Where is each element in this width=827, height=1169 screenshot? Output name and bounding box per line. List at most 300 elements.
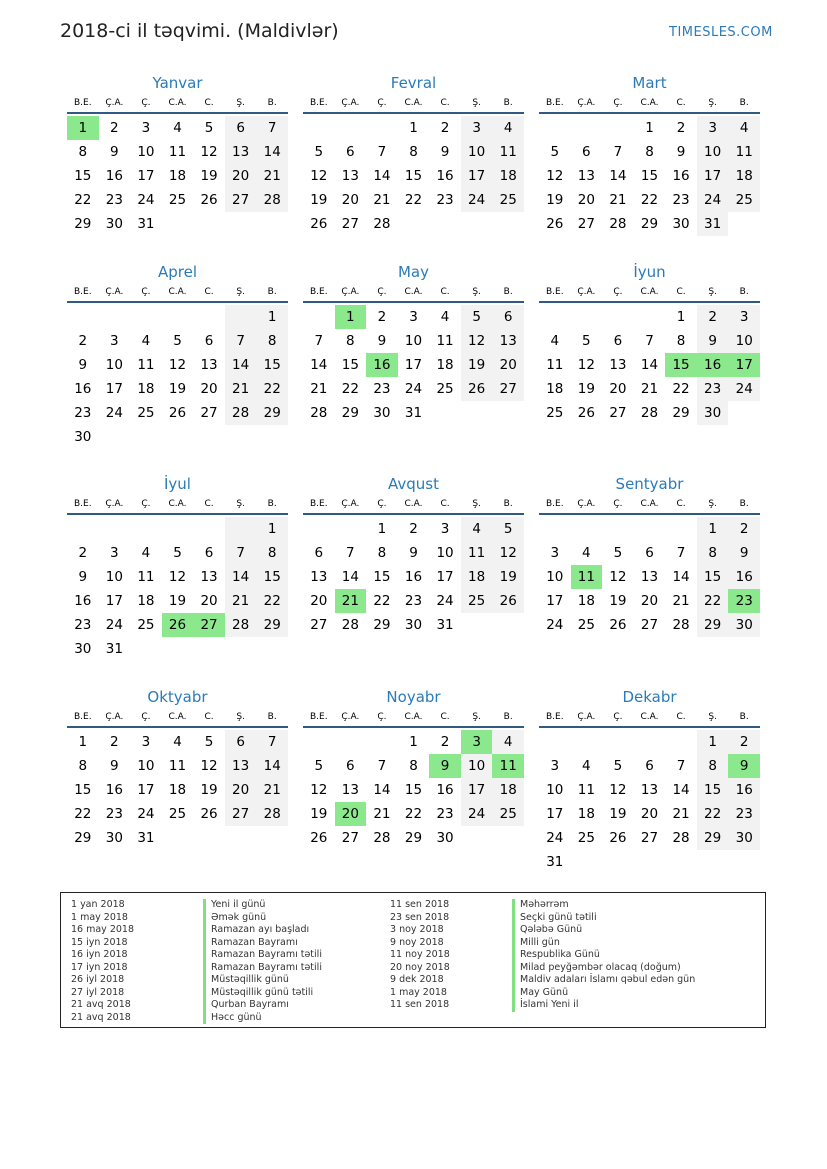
month-name: İyun (633, 263, 666, 281)
empty-cell (130, 517, 162, 541)
day-cell: 4 (492, 730, 524, 754)
day-cell: 4 (440, 309, 450, 325)
day-cell: 16 (105, 782, 123, 798)
day-cell: 19 (577, 381, 595, 397)
day-cell: 9 (377, 333, 387, 349)
day-cell: 11 (137, 569, 155, 585)
empty-cell (99, 305, 131, 329)
day-cell: 15 (404, 168, 423, 184)
day-cell: 1 (409, 120, 418, 136)
brand-link[interactable]: TIMESLES.COM (669, 25, 773, 40)
day-cell: 15 (640, 168, 659, 184)
day-cell: 30 (74, 641, 92, 657)
weekday-label: C.A. (168, 499, 187, 509)
legend-date: 1 yan 2018 (71, 899, 125, 910)
day-cell: 25 (546, 405, 564, 421)
day-cell: 25 (461, 589, 493, 613)
legend-holiday-name: Qurban Bayramı (203, 999, 322, 1012)
weekday-label: B. (739, 287, 749, 297)
weekday-label: Ş. (708, 287, 717, 297)
day-cell: 29 (697, 613, 729, 637)
day-cell: 8 (645, 144, 654, 160)
day-cell: 29 (404, 830, 423, 846)
legend-holiday-name: Əmək günü (203, 912, 322, 925)
empty-cell (602, 517, 634, 541)
day-cell: 18 (492, 778, 524, 802)
empty-cell (366, 116, 398, 140)
day-cell: 27 (200, 405, 218, 421)
day-cell: 14 (341, 569, 359, 585)
day-cell: 6 (225, 116, 257, 140)
day-cell: 28 (341, 617, 359, 633)
day-cell: 6 (582, 144, 591, 160)
holiday-day-cell: 20 (335, 802, 367, 826)
weekday-label: Ç. (613, 499, 623, 509)
legend-holiday-name: Yeni il günü (203, 899, 322, 912)
month-name: Fevral (390, 74, 437, 92)
weekday-label: Ç. (377, 98, 387, 108)
day-cell: 13 (341, 168, 359, 184)
empty-cell (539, 116, 571, 140)
day-cell: 6 (314, 545, 324, 561)
day-cell: 9 (78, 569, 88, 585)
legend-holiday-name: Respublika Günü (512, 949, 695, 962)
day-cell: 26 (609, 830, 627, 846)
day-cell: 21 (225, 377, 257, 401)
empty-cell (303, 305, 335, 329)
empty-cell (162, 305, 194, 329)
day-cell: 14 (672, 782, 690, 798)
day-cell: 2 (440, 734, 450, 750)
day-cell: 6 (613, 333, 623, 349)
day-cell: 21 (672, 806, 690, 822)
day-cell: 13 (200, 569, 218, 585)
weekday-label: C.A. (168, 98, 187, 108)
day-cell: 17 (461, 778, 493, 802)
day-cell: 10 (137, 144, 155, 160)
weekday-label: Ç.A. (577, 712, 596, 722)
day-cell: 31 (105, 641, 123, 657)
legend-date: 27 iyl 2018 (71, 986, 125, 998)
day-cell: 1 (377, 521, 387, 537)
weekday-label: C.A. (640, 98, 659, 108)
day-cell: 18 (436, 357, 454, 373)
day-cell: 26 (609, 617, 627, 633)
day-cell: 24 (461, 802, 493, 826)
day-cell: 10 (728, 329, 760, 353)
day-cell: 19 (168, 381, 187, 397)
day-cell: 12 (310, 168, 328, 184)
day-cell: 26 (200, 806, 218, 822)
empty-cell (634, 517, 666, 541)
day-cell: 23 (728, 802, 760, 826)
day-cell: 13 (200, 357, 218, 373)
day-cell: 20 (310, 593, 328, 609)
day-cell: 27 (341, 830, 359, 846)
weekday-label: B. (503, 499, 513, 509)
weekday-label: Ş. (472, 712, 481, 722)
day-cell: 20 (200, 593, 218, 609)
day-cell: 15 (256, 565, 288, 589)
day-cell: 12 (609, 782, 627, 798)
day-cell: 11 (436, 333, 454, 349)
weekday-label: Ş. (472, 98, 481, 108)
weekday-label: Ş. (236, 287, 245, 297)
day-cell: 24 (461, 188, 493, 212)
day-cell: 17 (546, 593, 564, 609)
day-cell: 26 (310, 216, 328, 232)
day-cell: 15 (697, 778, 729, 802)
day-cell: 29 (672, 405, 690, 421)
day-cell: 15 (373, 569, 391, 585)
legend-holiday-name: Məhərrəm (512, 899, 695, 912)
empty-cell (539, 305, 571, 329)
day-cell: 23 (74, 405, 92, 421)
legend-date: 9 noy 2018 (390, 936, 444, 948)
day-cell: 30 (672, 216, 690, 232)
day-cell: 20 (609, 381, 627, 397)
day-cell: 26 (310, 830, 328, 846)
empty-cell (303, 517, 335, 541)
weekday-label: C.A. (168, 712, 187, 722)
day-cell: 11 (137, 357, 155, 373)
month-calendar (67, 686, 288, 850)
day-cell: 15 (404, 782, 423, 798)
empty-cell (602, 730, 634, 754)
day-cell: 3 (141, 120, 151, 136)
legend-date: 11 sen 2018 (390, 899, 450, 910)
day-cell: 18 (728, 164, 760, 188)
legend-dates-right (390, 899, 450, 1012)
day-cell: 18 (492, 164, 524, 188)
day-cell: 18 (168, 168, 187, 184)
day-cell: 25 (577, 830, 595, 846)
day-cell: 31 (697, 212, 729, 236)
day-cell: 21 (256, 164, 288, 188)
day-cell: 22 (74, 192, 92, 208)
holiday-day-cell: 9 (728, 754, 760, 778)
day-cell: 10 (137, 758, 155, 774)
legend-dates-left (71, 899, 134, 1024)
day-cell: 12 (546, 168, 564, 184)
weekday-label: Ş. (708, 712, 717, 722)
day-cell: 2 (110, 120, 119, 136)
day-cell: 12 (200, 758, 218, 774)
weekday-label: Ş. (472, 287, 481, 297)
day-cell: 23 (672, 192, 690, 208)
day-cell: 20 (225, 778, 257, 802)
legend-holiday-name: Ramazan ayı başladı (203, 924, 322, 937)
day-cell: 29 (341, 405, 359, 421)
holiday-day-cell: 27 (193, 613, 225, 637)
day-cell: 8 (697, 754, 729, 778)
day-cell: 23 (373, 381, 391, 397)
legend-date: 15 iyn 2018 (71, 936, 128, 948)
day-cell: 7 (377, 144, 387, 160)
empty-cell (67, 517, 99, 541)
day-cell: 3 (110, 333, 119, 349)
day-cell: 24 (105, 405, 123, 421)
day-cell: 13 (225, 140, 257, 164)
month-calendar (303, 72, 524, 236)
day-cell: 19 (461, 353, 493, 377)
day-cell: 2 (78, 333, 88, 349)
day-cell: 16 (728, 778, 760, 802)
day-cell: 7 (613, 144, 623, 160)
day-cell: 24 (436, 593, 454, 609)
day-cell: 7 (645, 333, 654, 349)
legend-holiday-name: Ramazan Bayramı tətili (203, 949, 322, 962)
weekday-label: C. (676, 712, 686, 722)
weekday-label: Ç.A. (577, 499, 596, 509)
day-cell: 15 (697, 565, 729, 589)
weekday-label: C.A. (404, 287, 423, 297)
day-cell: 30 (728, 613, 760, 637)
day-cell: 22 (341, 381, 359, 397)
day-cell: 31 (436, 617, 454, 633)
weekday-label: Ş. (472, 499, 481, 509)
legend-date: 9 dek 2018 (390, 974, 444, 985)
weekday-label: C. (440, 712, 450, 722)
day-cell: 1 (256, 517, 288, 541)
day-cell: 2 (728, 517, 760, 541)
empty-cell (602, 116, 634, 140)
legend-holiday-name: Milli gün (512, 937, 695, 950)
day-cell: 5 (173, 545, 182, 561)
weekday-label: Ş. (236, 98, 245, 108)
day-cell: 19 (200, 168, 218, 184)
weekday-label: Ç. (377, 499, 387, 509)
day-cell: 8 (409, 758, 418, 774)
day-cell: 28 (640, 405, 659, 421)
day-cell: 16 (728, 565, 760, 589)
day-cell: 22 (404, 806, 423, 822)
day-cell: 4 (550, 333, 560, 349)
day-cell: 14 (672, 569, 690, 585)
day-cell: 21 (225, 589, 257, 613)
day-cell: 7 (256, 730, 288, 754)
weekday-label: B. (503, 98, 513, 108)
day-cell: 6 (346, 144, 355, 160)
day-cell: 16 (404, 569, 423, 585)
day-cell: 3 (440, 521, 450, 537)
day-cell: 18 (546, 381, 564, 397)
day-cell: 5 (314, 144, 324, 160)
weekday-label: C. (204, 499, 214, 509)
day-cell: 5 (613, 545, 623, 561)
day-cell: 30 (105, 830, 123, 846)
day-cell: 27 (225, 802, 257, 826)
day-cell: 16 (105, 168, 123, 184)
day-cell: 28 (225, 401, 257, 425)
day-cell: 5 (204, 120, 214, 136)
day-cell: 10 (546, 569, 564, 585)
weekday-header (67, 495, 288, 515)
day-cell: 20 (341, 192, 359, 208)
month-name: Yanvar (152, 74, 203, 92)
day-cell: 20 (640, 593, 659, 609)
day-cell: 11 (577, 782, 595, 798)
day-cell: 10 (546, 782, 564, 798)
day-grid (539, 305, 760, 425)
day-cell: 2 (728, 730, 760, 754)
day-cell: 14 (640, 357, 659, 373)
day-cell: 6 (645, 758, 654, 774)
empty-cell (571, 730, 603, 754)
day-cell: 3 (461, 116, 493, 140)
day-cell: 7 (346, 545, 355, 561)
weekday-label: C.A. (640, 499, 659, 509)
weekday-label: B.E. (73, 287, 92, 297)
day-cell: 12 (461, 329, 493, 353)
day-cell: 26 (577, 405, 595, 421)
day-cell: 15 (341, 357, 359, 373)
day-cell: 14 (373, 782, 391, 798)
day-cell: 25 (728, 188, 760, 212)
day-grid (539, 116, 760, 236)
day-cell: 2 (377, 309, 387, 325)
day-cell: 6 (645, 545, 654, 561)
day-cell: 7 (676, 758, 686, 774)
legend-names-left (203, 899, 322, 1024)
day-cell: 5 (613, 758, 623, 774)
day-cell: 6 (204, 333, 214, 349)
day-cell: 24 (105, 617, 123, 633)
day-cell: 26 (461, 377, 493, 401)
day-cell: 23 (697, 377, 729, 401)
empty-cell (539, 517, 571, 541)
day-cell: 16 (436, 168, 454, 184)
weekday-header (303, 495, 524, 515)
weekday-label: Ç. (141, 98, 151, 108)
weekday-label: C. (676, 98, 686, 108)
month-calendar (539, 72, 760, 236)
weekday-label: Ç. (377, 712, 387, 722)
month-calendar (303, 261, 524, 425)
empty-cell (67, 305, 99, 329)
empty-cell (130, 305, 162, 329)
weekday-label: B. (739, 98, 749, 108)
day-cell: 19 (168, 593, 187, 609)
day-cell: 14 (256, 754, 288, 778)
day-cell: 9 (728, 541, 760, 565)
weekday-label: Ç.A. (105, 499, 124, 509)
day-cell: 15 (74, 168, 92, 184)
holiday-day-cell: 1 (335, 305, 367, 329)
month-name: Oktyabr (147, 688, 208, 706)
weekday-label: Ç. (141, 499, 151, 509)
legend-date: 16 iyn 2018 (71, 949, 128, 960)
day-cell: 3 (728, 305, 760, 329)
month-name: Mart (632, 74, 667, 92)
day-cell: 27 (341, 216, 359, 232)
day-cell: 17 (461, 164, 493, 188)
weekday-header (303, 283, 524, 303)
day-cell: 2 (78, 545, 88, 561)
month-name: Sentyabr (615, 475, 684, 493)
day-cell: 28 (672, 830, 690, 846)
weekday-label: Ç. (613, 98, 623, 108)
day-cell: 9 (697, 329, 729, 353)
day-cell: 17 (137, 782, 155, 798)
empty-cell (665, 730, 697, 754)
day-cell: 8 (409, 144, 418, 160)
day-cell: 3 (697, 116, 729, 140)
empty-cell (335, 116, 367, 140)
day-cell: 14 (225, 353, 257, 377)
weekday-header (539, 708, 760, 728)
weekday-label: B.E. (73, 98, 92, 108)
day-cell: 30 (373, 405, 391, 421)
empty-cell (303, 730, 335, 754)
empty-cell (571, 305, 603, 329)
legend-holiday-name: Milad peyğəmbər olacaq (doğum) (512, 962, 695, 975)
day-cell: 30 (404, 617, 423, 633)
day-cell: 7 (225, 541, 257, 565)
weekday-label: B. (267, 499, 277, 509)
weekday-label: Ç. (141, 712, 151, 722)
day-cell: 8 (346, 333, 355, 349)
day-cell: 23 (74, 617, 92, 633)
day-cell: 7 (256, 116, 288, 140)
day-cell: 20 (640, 806, 659, 822)
day-cell: 29 (640, 216, 659, 232)
day-cell: 18 (137, 381, 155, 397)
day-cell: 12 (200, 144, 218, 160)
day-cell: 3 (110, 545, 119, 561)
empty-cell (539, 730, 571, 754)
month-calendar (303, 686, 524, 850)
holiday-day-cell: 26 (162, 613, 194, 637)
weekday-label: B.E. (545, 712, 564, 722)
day-cell: 13 (640, 782, 659, 798)
month-calendar (539, 686, 760, 874)
weekday-label: C. (676, 287, 686, 297)
day-cell: 26 (168, 405, 187, 421)
day-cell: 29 (256, 401, 288, 425)
day-cell: 5 (461, 305, 493, 329)
day-cell: 8 (697, 541, 729, 565)
day-cell: 8 (676, 333, 686, 349)
day-cell: 13 (640, 569, 659, 585)
day-cell: 21 (640, 381, 659, 397)
day-cell: 24 (404, 381, 423, 397)
day-cell: 1 (409, 734, 418, 750)
weekday-label: C. (440, 499, 450, 509)
day-cell: 30 (436, 830, 454, 846)
day-cell: 28 (256, 188, 288, 212)
month-name: Aprel (157, 263, 198, 281)
day-cell: 27 (310, 617, 328, 633)
legend-date: 1 may 2018 (71, 911, 128, 923)
weekday-header (303, 94, 524, 114)
day-grid (539, 517, 760, 637)
day-cell: 30 (105, 216, 123, 232)
day-cell: 19 (310, 192, 328, 208)
empty-cell (602, 305, 634, 329)
day-cell: 30 (697, 401, 729, 425)
day-cell: 5 (173, 333, 182, 349)
day-cell: 28 (609, 216, 627, 232)
day-cell: 18 (577, 806, 595, 822)
month-name: Dekabr (622, 688, 677, 706)
day-cell: 7 (676, 545, 686, 561)
day-cell: 28 (373, 216, 391, 232)
day-cell: 24 (137, 192, 155, 208)
day-cell: 4 (173, 734, 182, 750)
day-cell: 4 (141, 333, 151, 349)
month-name: Avqust (388, 475, 439, 493)
